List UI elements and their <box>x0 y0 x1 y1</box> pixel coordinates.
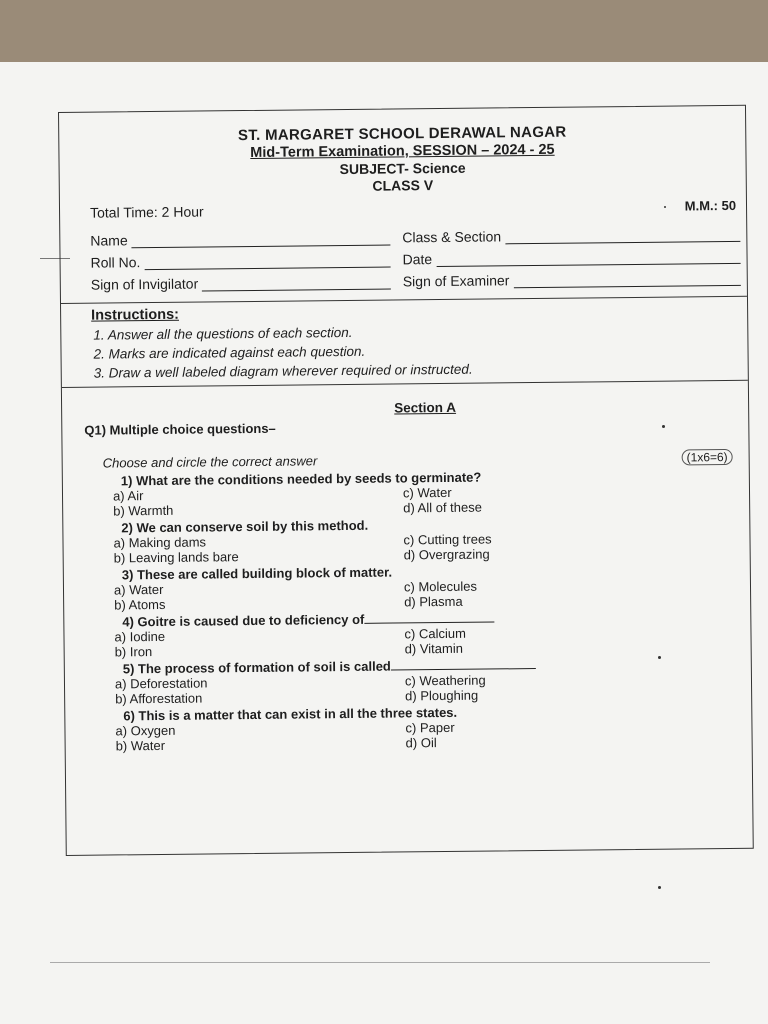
option[interactable]: c) Water <box>402 484 452 501</box>
roll-no-label: Roll No. <box>90 254 141 271</box>
option[interactable]: d) Plasma <box>404 593 463 610</box>
mcq-question-2 <box>63 514 749 566</box>
instructions-title: Instructions: <box>91 306 180 324</box>
class-section-label: Class & Section <box>402 228 502 246</box>
name-field[interactable] <box>90 230 390 249</box>
roll-no-field[interactable] <box>90 252 390 271</box>
option[interactable]: b) Warmth <box>113 502 174 519</box>
total-time: Total Time: 2 Hour <box>89 203 204 221</box>
instruction-item: 1. Answer all the questions of each section. <box>93 324 353 343</box>
option[interactable]: d) Oil <box>405 735 437 751</box>
mcq-question-4 <box>64 608 750 660</box>
option[interactable]: c) Cutting trees <box>403 531 492 548</box>
scan-speck <box>658 886 661 889</box>
option[interactable]: a) Deforestation <box>114 675 208 692</box>
option[interactable]: a) Water <box>113 581 164 598</box>
question-text: 5) The process of formation of soil is called <box>122 658 391 677</box>
question-text: 6) This is a matter that can exist in all the three states. <box>123 704 458 724</box>
school-name: ST. MARGARET SCHOOL DERAWAL NAGAR <box>237 123 567 145</box>
option[interactable]: c) Paper <box>405 719 455 736</box>
option[interactable]: a) Iodine <box>114 628 166 645</box>
answer-blank[interactable] <box>391 657 536 671</box>
marks-allotted: (1x6=6) <box>682 449 733 466</box>
option[interactable]: c) Calcium <box>404 625 466 642</box>
subject-line: SUBJECT- Science <box>339 159 466 178</box>
option[interactable]: d) All of these <box>403 499 483 516</box>
option[interactable]: b) Iron <box>114 644 153 660</box>
instructions-block <box>61 297 748 387</box>
examiner-sign-label: Sign of Examiner <box>402 272 510 290</box>
choose-instruction: Choose and circle the correct answer <box>102 453 318 471</box>
mcq-question-1 <box>63 467 749 519</box>
mcq-question-3 <box>64 561 750 613</box>
mcq-question-6 <box>65 702 751 754</box>
instruction-item: 3. Draw a well labeled diagram wherever required or instructed. <box>93 361 473 381</box>
option[interactable]: b) Leaving lands bare <box>113 549 239 566</box>
mcq-question-5 <box>65 655 751 707</box>
paper-header <box>59 106 746 197</box>
q1-title: Q1) Multiple choice questions– <box>84 420 276 438</box>
option[interactable]: a) Air <box>112 488 144 504</box>
question-paper-frame <box>58 105 754 856</box>
question-text: 2) We can conserve soil by this method. <box>121 517 369 536</box>
option[interactable]: d) Ploughing <box>405 687 479 704</box>
scan-mark <box>50 962 710 963</box>
instruction-item: 2. Marks are indicated against each question. <box>93 343 366 362</box>
question-text: 1) What are the conditions needed by seeds to germinate? <box>120 469 482 489</box>
option[interactable]: c) Molecules <box>403 578 478 595</box>
option[interactable]: d) Overgrazing <box>403 546 490 563</box>
date-label: Date <box>402 251 433 268</box>
option[interactable]: b) Water <box>115 737 166 754</box>
exam-title: Mid-Term Examination, SESSION – 2024 - 25 <box>250 141 555 161</box>
option[interactable]: b) Afforestation <box>115 690 203 707</box>
option[interactable]: b) Atoms <box>114 596 166 613</box>
name-label: Name <box>90 232 128 249</box>
question-text: 3) These are called building block of matter. <box>121 564 393 583</box>
answer-blank[interactable] <box>364 610 494 623</box>
invigilator-sign-label: Sign of Invigilator <box>90 275 199 293</box>
option[interactable]: c) Weathering <box>404 672 486 689</box>
scan-background-edge <box>0 0 768 62</box>
option[interactable]: d) Vitamin <box>404 640 464 657</box>
max-marks: M.M.: 50 <box>684 197 737 214</box>
mcq-list <box>63 467 752 754</box>
option[interactable]: a) Making dams <box>113 534 207 551</box>
section-title: Section A <box>394 399 457 416</box>
class-line: CLASS V <box>372 177 434 194</box>
student-details <box>60 214 747 293</box>
examiner-sign-field[interactable] <box>403 270 741 290</box>
invigilator-sign-field[interactable] <box>91 274 391 293</box>
question-text: 4) Goitre is caused due to deficiency of <box>122 611 365 630</box>
option[interactable]: a) Oxygen <box>115 722 176 739</box>
